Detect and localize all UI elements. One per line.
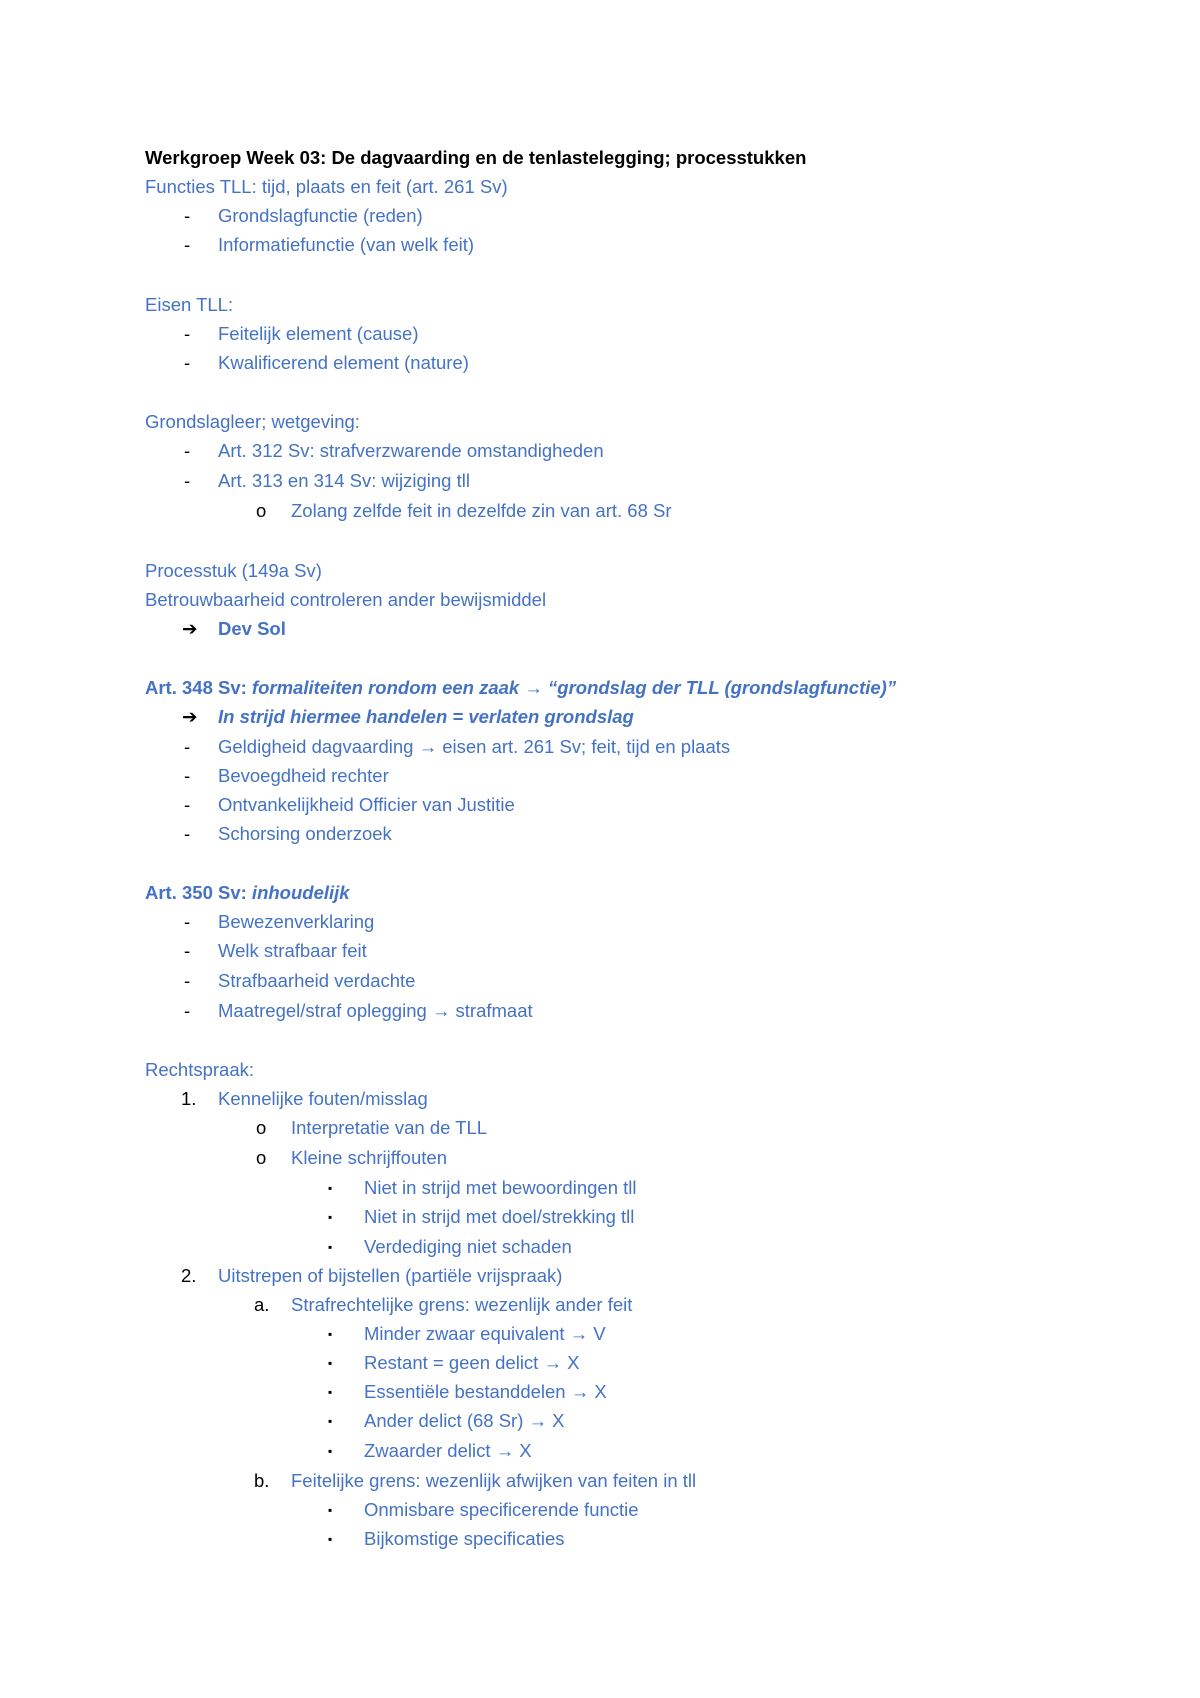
list-item: Bevoegdheid rechter	[218, 765, 389, 786]
list-item: Feitelijk element (cause)	[218, 323, 419, 344]
letter-marker: a.	[254, 1294, 270, 1315]
square-bullet: ▪	[328, 1503, 333, 1517]
square-bullet: ▪	[328, 1327, 333, 1341]
dash-bullet: -	[184, 234, 191, 255]
list-subitem: Interpretatie van de TLL	[291, 1117, 488, 1138]
list-subsubitem: Onmisbare specificerende functie	[364, 1499, 639, 1520]
list-subsubitem: Bijkomstige specificaties	[364, 1528, 565, 1549]
processtuk-heading: Processtuk (149a Sv)	[145, 560, 322, 581]
list-item: Welk strafbaar feit	[218, 940, 367, 961]
number-marker: 2.	[181, 1265, 197, 1286]
functies-heading: Functies TLL: tijd, plaats en feit (art. 261 Sv)	[145, 176, 508, 197]
list-subsubitem: Niet in strijd met bewoordingen tll	[364, 1177, 637, 1198]
dash-bullet: -	[184, 470, 191, 491]
list-item: Strafbaarheid verdachte	[218, 970, 416, 991]
dash-bullet: -	[184, 352, 191, 373]
square-bullet: ▪	[328, 1210, 333, 1224]
letter-marker: b.	[254, 1470, 270, 1491]
list-subitem: Kleine schrijffouten	[291, 1147, 447, 1168]
list-item: Maatregel/straf oplegging → strafmaat	[218, 1000, 533, 1021]
art348-heading-bold: Art. 348 Sv:	[145, 677, 247, 698]
arrow-bullet-icon: ➔	[182, 706, 198, 727]
lettered-item: Feitelijke grens: wezenlijk afwijken van feiten in tll	[291, 1470, 697, 1491]
square-bullet: ▪	[328, 1444, 333, 1458]
art350-heading-bold: Art. 350 Sv:	[145, 882, 247, 903]
list-subitem: Zolang zelfde feit in dezelfde zin van art. 68 Sr	[291, 500, 672, 521]
dash-bullet: -	[184, 440, 191, 461]
list-item: Ontvankelijkheid Officier van Justitie	[218, 794, 515, 815]
circle-bullet: o	[256, 500, 267, 521]
list-item: Grondslagfunctie (reden)	[218, 205, 423, 226]
list-item: Kwalificerend element (nature)	[218, 352, 469, 373]
dash-bullet: -	[184, 323, 191, 344]
list-item: Art. 312 Sv: strafverzwarende omstandigheden	[218, 440, 604, 461]
dash-bullet: -	[184, 823, 191, 844]
dash-bullet: -	[184, 911, 191, 932]
arrow-icon: →	[524, 677, 543, 698]
grondslagleer-heading: Grondslagleer; wetgeving:	[145, 411, 360, 432]
circle-bullet: o	[256, 1117, 267, 1138]
lettered-item: Strafrechtelijke grens: wezenlijk ander feit	[291, 1294, 633, 1315]
list-subsubitem: Niet in strijd met doel/strekking tll	[364, 1206, 635, 1227]
dash-bullet: -	[184, 736, 191, 757]
square-bullet: ▪	[328, 1414, 333, 1428]
square-bullet: ▪	[328, 1532, 333, 1546]
list-subsubitem: Verdediging niet schaden	[364, 1236, 572, 1257]
art350-heading-italic: inhoudelijk	[246, 882, 350, 903]
dash-bullet: -	[184, 765, 191, 786]
arrow-bullet-icon: ➔	[182, 618, 198, 639]
dash-bullet: -	[184, 940, 191, 961]
number-marker: 1.	[181, 1088, 197, 1109]
list-item: Geldigheid dagvaarding → eisen art. 261 Sv; feit, tijd en plaats	[218, 736, 731, 757]
art348-heading	[145, 677, 896, 699]
list-item: Informatiefunctie (van welk feit)	[218, 234, 475, 255]
arrow-item: In strijd hiermee handelen = verlaten grondslag	[218, 706, 634, 727]
dash-bullet: -	[184, 205, 191, 226]
circle-bullet: o	[256, 1147, 267, 1168]
list-subsubitem: Minder zwaar equivalent → V	[364, 1323, 606, 1344]
square-bullet: ▪	[328, 1181, 333, 1195]
art348-heading-italic: formaliteiten rondom een zaak	[246, 677, 525, 698]
list-item: Schorsing onderzoek	[218, 823, 392, 844]
processtuk-line: Betrouwbaarheid controleren ander bewijsmiddel	[145, 589, 547, 610]
list-item: Art. 313 en 314 Sv: wijziging tll	[218, 470, 470, 491]
list-subsubitem: Restant = geen delict → X	[364, 1352, 580, 1373]
document-title: Werkgroep Week 03: De dagvaarding en de tenlastelegging; processtukken	[145, 147, 807, 168]
dash-bullet: -	[184, 1000, 191, 1021]
dash-bullet: -	[184, 970, 191, 991]
list-subsubitem: Zwaarder delict → X	[364, 1440, 532, 1461]
arrow-item: Dev Sol	[218, 618, 286, 639]
rechtspraak-heading: Rechtspraak:	[145, 1059, 254, 1080]
dash-bullet: -	[184, 794, 191, 815]
list-subsubitem: Essentiële bestanddelen → X	[364, 1381, 607, 1402]
art348-heading-tail: “grondslag der TLL (grondslagfunctie)”	[542, 677, 897, 698]
numbered-item: Kennelijke fouten/misslag	[218, 1088, 428, 1109]
eisen-heading: Eisen TLL:	[145, 294, 234, 315]
numbered-item: Uitstrepen of bijstellen (partiële vrijspraak)	[218, 1265, 563, 1286]
art350-heading	[145, 882, 350, 904]
square-bullet: ▪	[328, 1356, 333, 1370]
list-item: Bewezenverklaring	[218, 911, 375, 932]
square-bullet: ▪	[328, 1385, 333, 1399]
square-bullet: ▪	[328, 1240, 333, 1254]
list-subsubitem: Ander delict (68 Sr) → X	[364, 1410, 565, 1431]
